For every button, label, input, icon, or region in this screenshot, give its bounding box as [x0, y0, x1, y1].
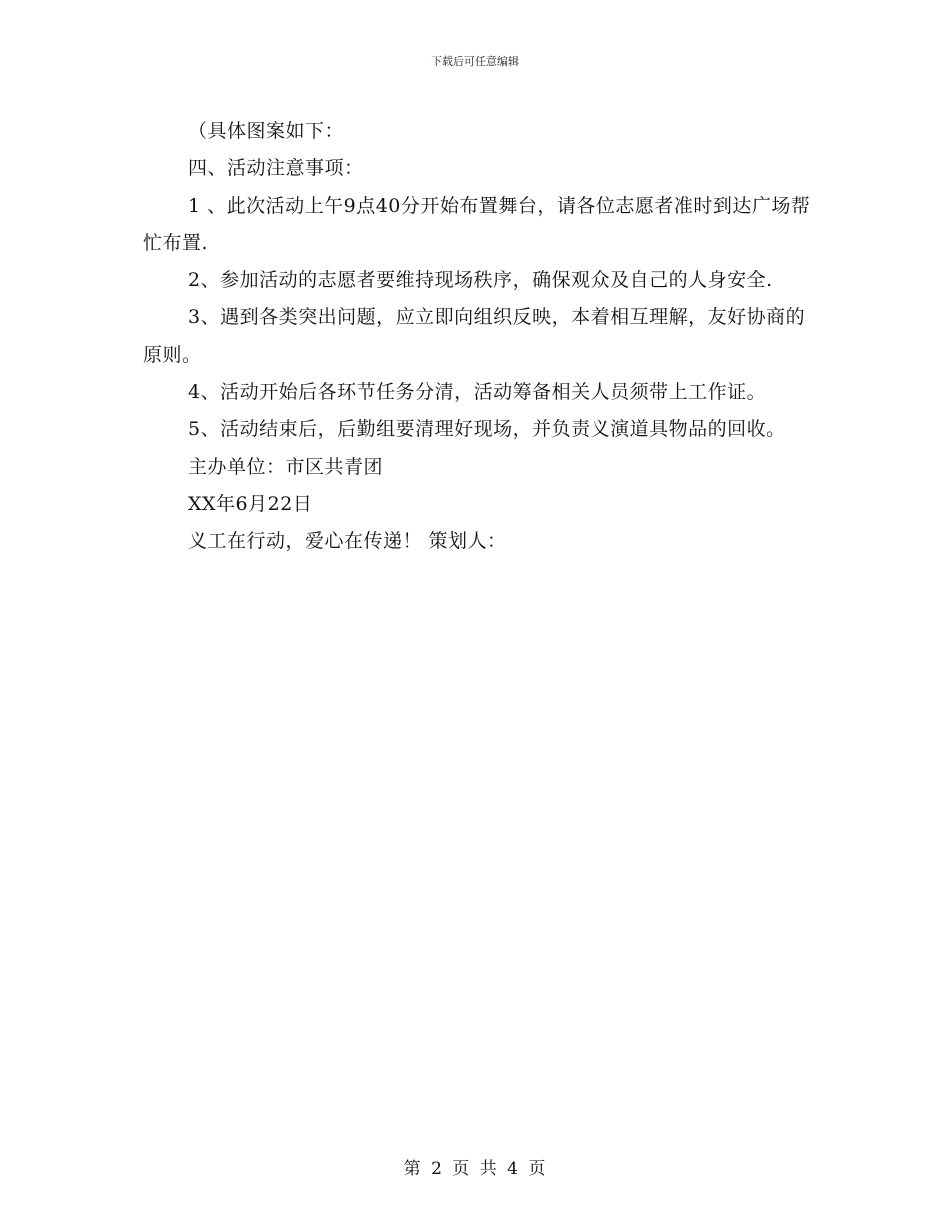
- note-item-1: 1 、此次活动上午9点40分开始布置舞台，请各位志愿者准时到达广场帮忙布置.: [143, 194, 811, 254]
- note-item-4: 4、活动开始后各环节任务分清，活动筹备相关人员须带上工作证。: [188, 381, 767, 404]
- organizer-line: 主办单位：市区共青团: [188, 455, 384, 478]
- header-note: 下载后可任意编辑: [431, 55, 519, 68]
- date-line: XX年6月22日: [188, 492, 313, 515]
- paragraph-pattern-intro: （具体图案如下：: [188, 120, 345, 142]
- slogan-planner-line: 义工在行动，爱心在传递！ 策划人：: [188, 530, 507, 553]
- note-item-2: 2、参加活动的志愿者要维持现场秩序，确保观众及自己的人身安全.: [188, 269, 773, 292]
- section-heading-notes: 四、活动注意事项：: [188, 157, 364, 180]
- note-item-5: 5、活动结束后，后勤组要清理好现场，并负责义演道具物品的回收。: [188, 418, 786, 441]
- document-body: [143, 113, 823, 561]
- note-item-3: 3、遇到各类突出问题，应立即向组织反映，本着相互理解，友好协商的原则。: [143, 306, 806, 366]
- page-number: 第 2 页 共 4 页: [403, 1159, 547, 1179]
